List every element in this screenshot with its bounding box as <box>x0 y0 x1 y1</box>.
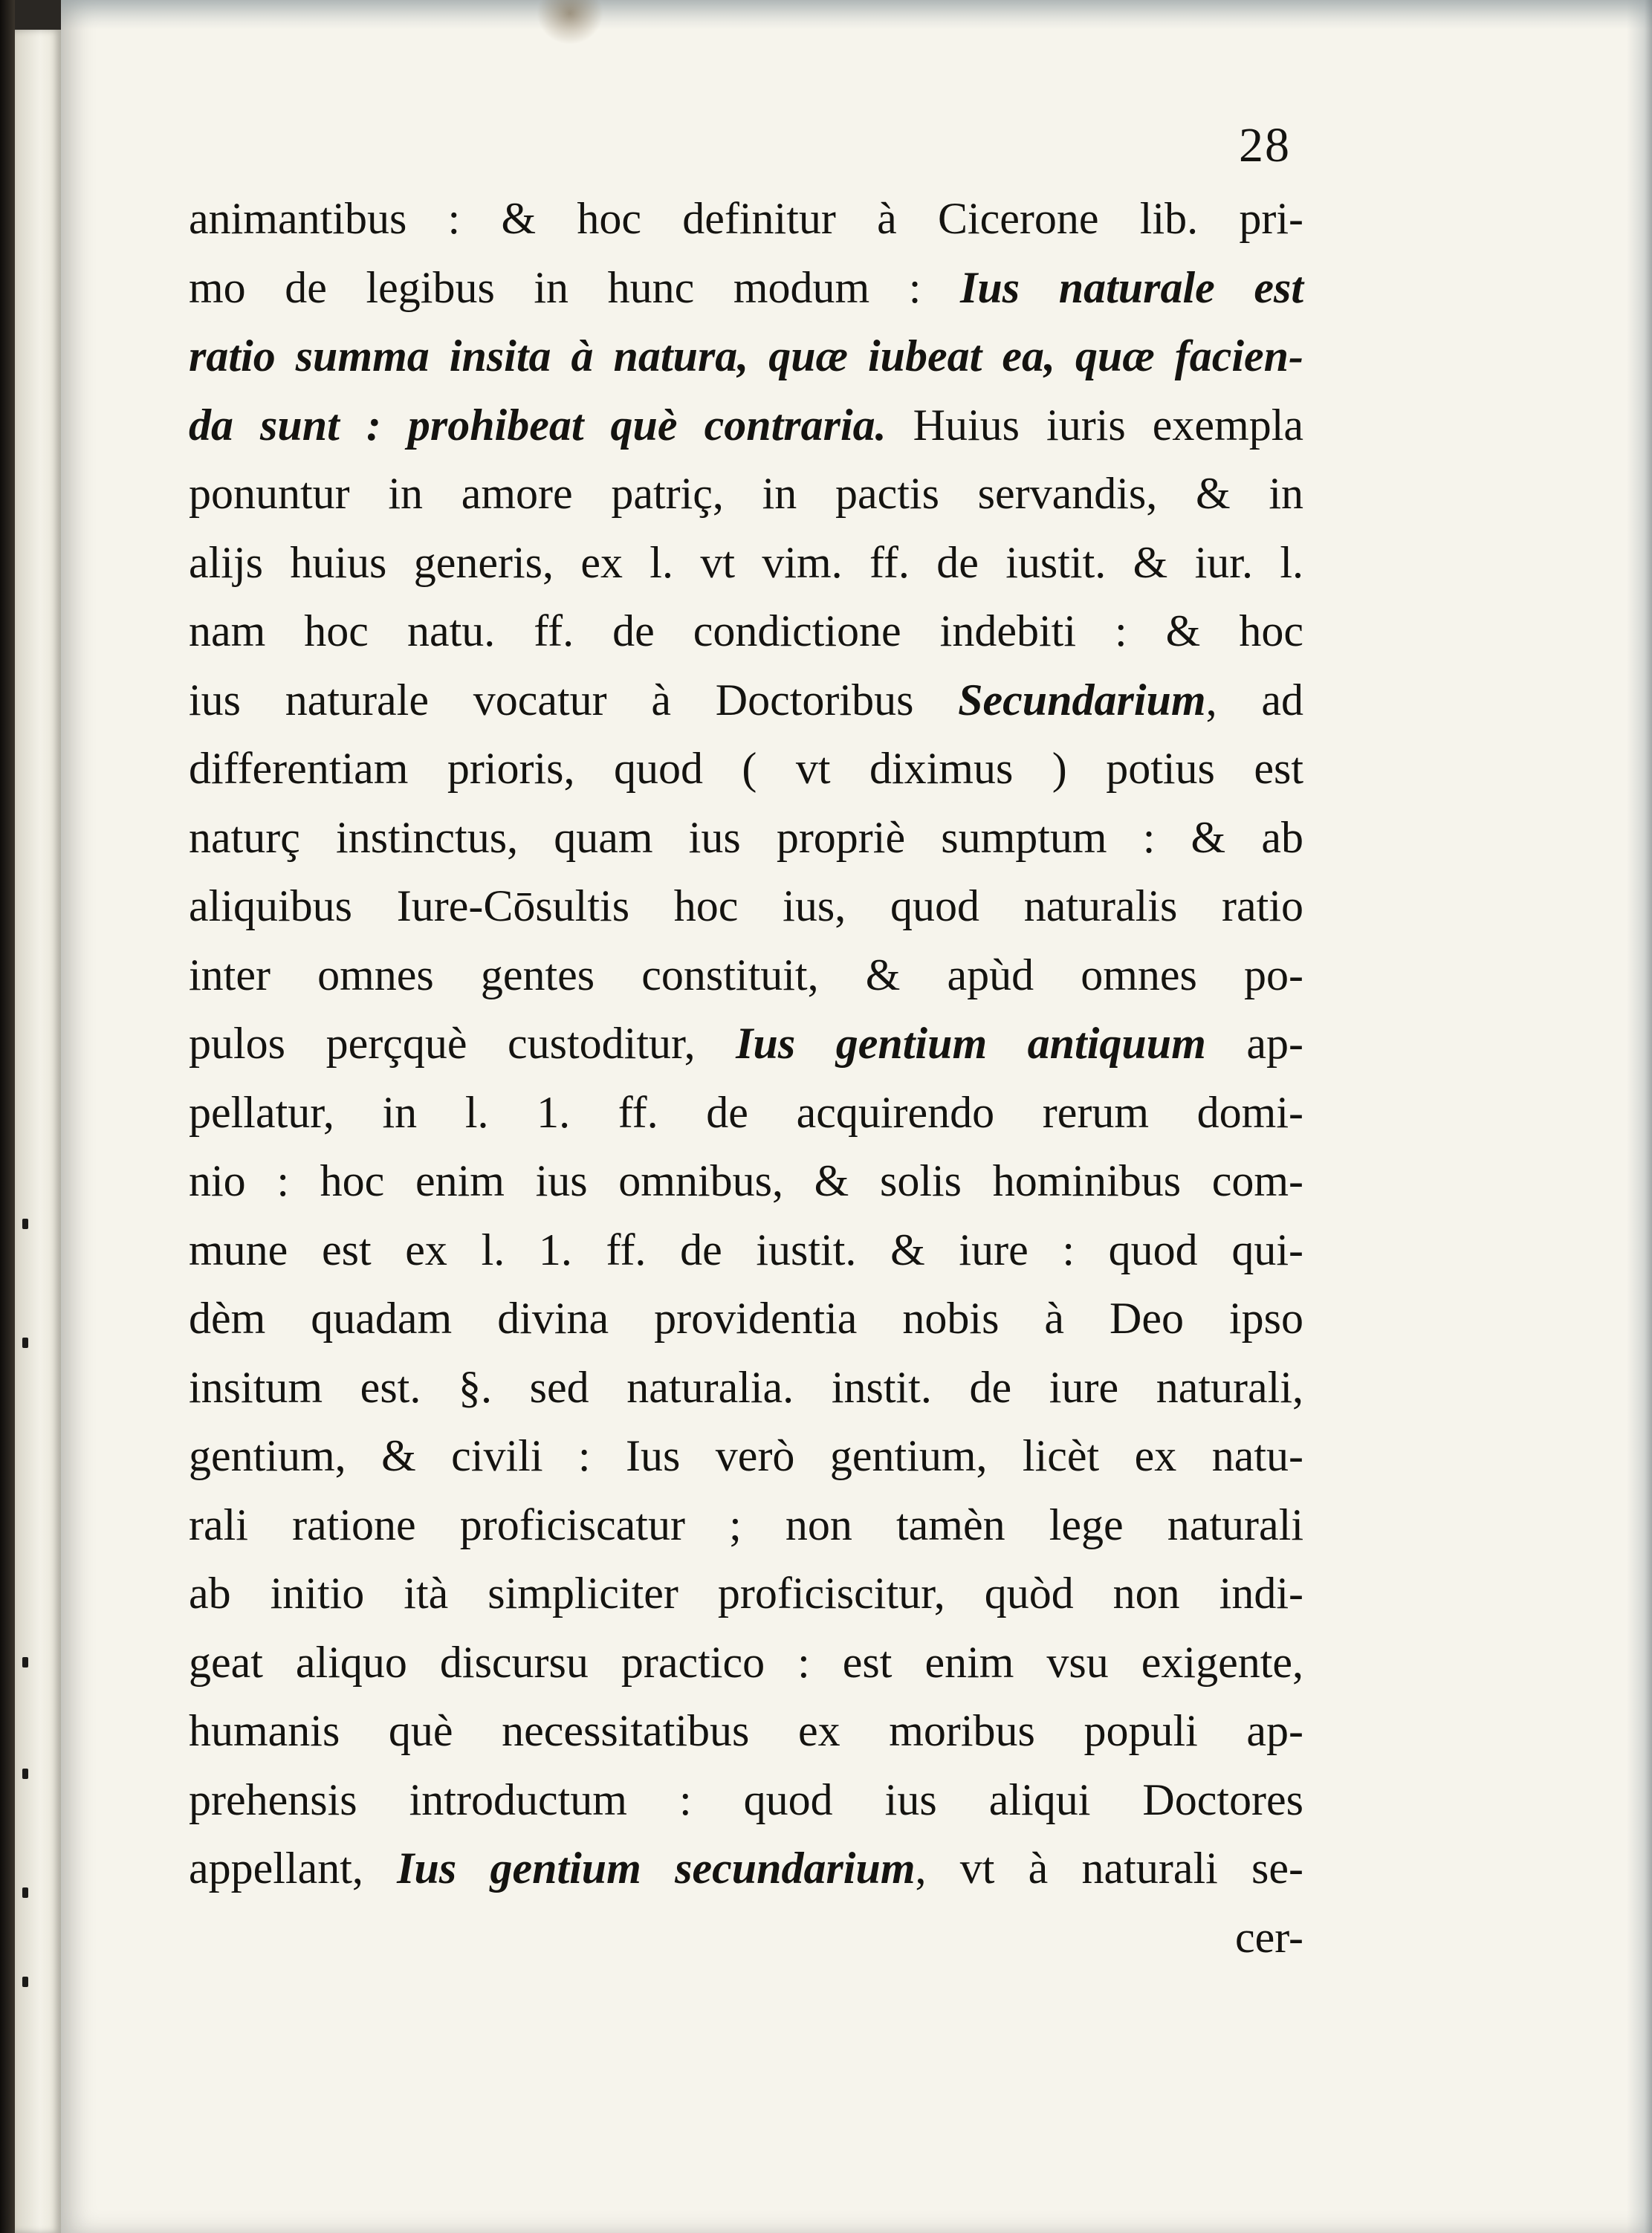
text-line: dèm quadam divina providentia nobis à Deo ipso <box>189 1294 1303 1343</box>
catchword: cer- <box>1234 1912 1303 1962</box>
page-number: 28 <box>1239 118 1291 172</box>
text-line: nam hoc natu. ff. de condictione indebiti : & hoc <box>189 606 1303 655</box>
text-line: prehensis introductum : quod ius aliqui Doctores <box>189 1775 1303 1824</box>
text-line: pellatur, in l. 1. ff. de acquirendo rerum domi- <box>189 1087 1303 1137</box>
ink-fragment <box>22 1769 28 1779</box>
text-line: gentium, & civili : Ius verò gentium, licèt ex natu- <box>189 1431 1303 1480</box>
italic-phrase: Secundarium <box>958 675 1206 725</box>
text-line: ab initio ità simpliciter proficiscitur, quòd non indi- <box>189 1569 1303 1618</box>
ink-fragment <box>22 1887 28 1898</box>
ink-fragment <box>22 1219 28 1229</box>
text-line: mo de legibus in hunc modum : Ius naturale est <box>189 262 1303 312</box>
text-line: humanis què necessitatibus ex moribus populi ap- <box>189 1706 1303 1755</box>
text-line: ius naturale vocatur à Doctoribus Secundarium, ad <box>189 675 1303 725</box>
text-line: mune est ex l. 1. ff. de iustit. & iure : quod qui- <box>189 1225 1303 1274</box>
italic-phrase: Ius naturale est <box>960 262 1303 312</box>
text-line: da sunt : prohibeat què contraria. Huius iuris exempla <box>189 400 1303 450</box>
adjacent-page-edge <box>15 30 61 2233</box>
page-stain <box>537 0 603 45</box>
body-text <box>189 184 1303 1971</box>
ink-fragment <box>22 1657 28 1668</box>
text-line: inter omnes gentes constituit, & apùd omnes po- <box>189 950 1303 999</box>
italic-phrase: ratio summa insita à natura, quæ iubeat ea, quæ facien- <box>189 331 1303 380</box>
page-top-shadow <box>61 0 1652 30</box>
text-line: naturç instinctus, quam ius propriè sumptum : & ab <box>189 812 1303 862</box>
book-binding <box>0 0 15 2233</box>
text-line: geat aliquo discursu practico : est enim vsu exigente, <box>189 1637 1303 1687</box>
text-line: insitum est. §. sed naturalia. instit. de iure naturali, <box>189 1362 1303 1412</box>
page-right-edge <box>1627 0 1652 2233</box>
text-line: animantibus : & hoc definitur à Cicerone lib. pri- <box>189 194 1303 243</box>
italic-phrase: da sunt : prohibeat què contraria. <box>189 400 887 450</box>
text-line: rali ratione proficiscatur ; non tamèn lege naturali <box>189 1500 1303 1549</box>
ink-fragment <box>22 1338 28 1348</box>
italic-phrase: Ius gentium secundarium <box>397 1844 916 1893</box>
text-line: differentiam prioris, quod ( vt diximus ) potius est <box>189 744 1303 793</box>
ink-fragment <box>22 1977 28 1987</box>
italic-phrase: Ius gentium antiquum <box>736 1019 1206 1068</box>
text-line <box>189 322 1303 391</box>
text-line: aliquibus Iure-Cōsultis hoc ius, quod naturalis ratio <box>189 881 1303 930</box>
text-line: pulos perçquè custoditur, Ius gentium antiquum ap- <box>189 1019 1303 1068</box>
text-line: nio : hoc enim ius omnibus, & solis hominibus com- <box>189 1156 1303 1205</box>
text-line: alijs huius generis, ex l. vt vim. ff. de iustit. & iur. l. <box>189 537 1303 587</box>
book-page <box>61 0 1652 2233</box>
text-line: appellant, Ius gentium secundarium, vt à naturali se- <box>189 1844 1304 1893</box>
text-line: ponuntur in amore patriç, in pactis servandis, & in <box>189 469 1303 518</box>
